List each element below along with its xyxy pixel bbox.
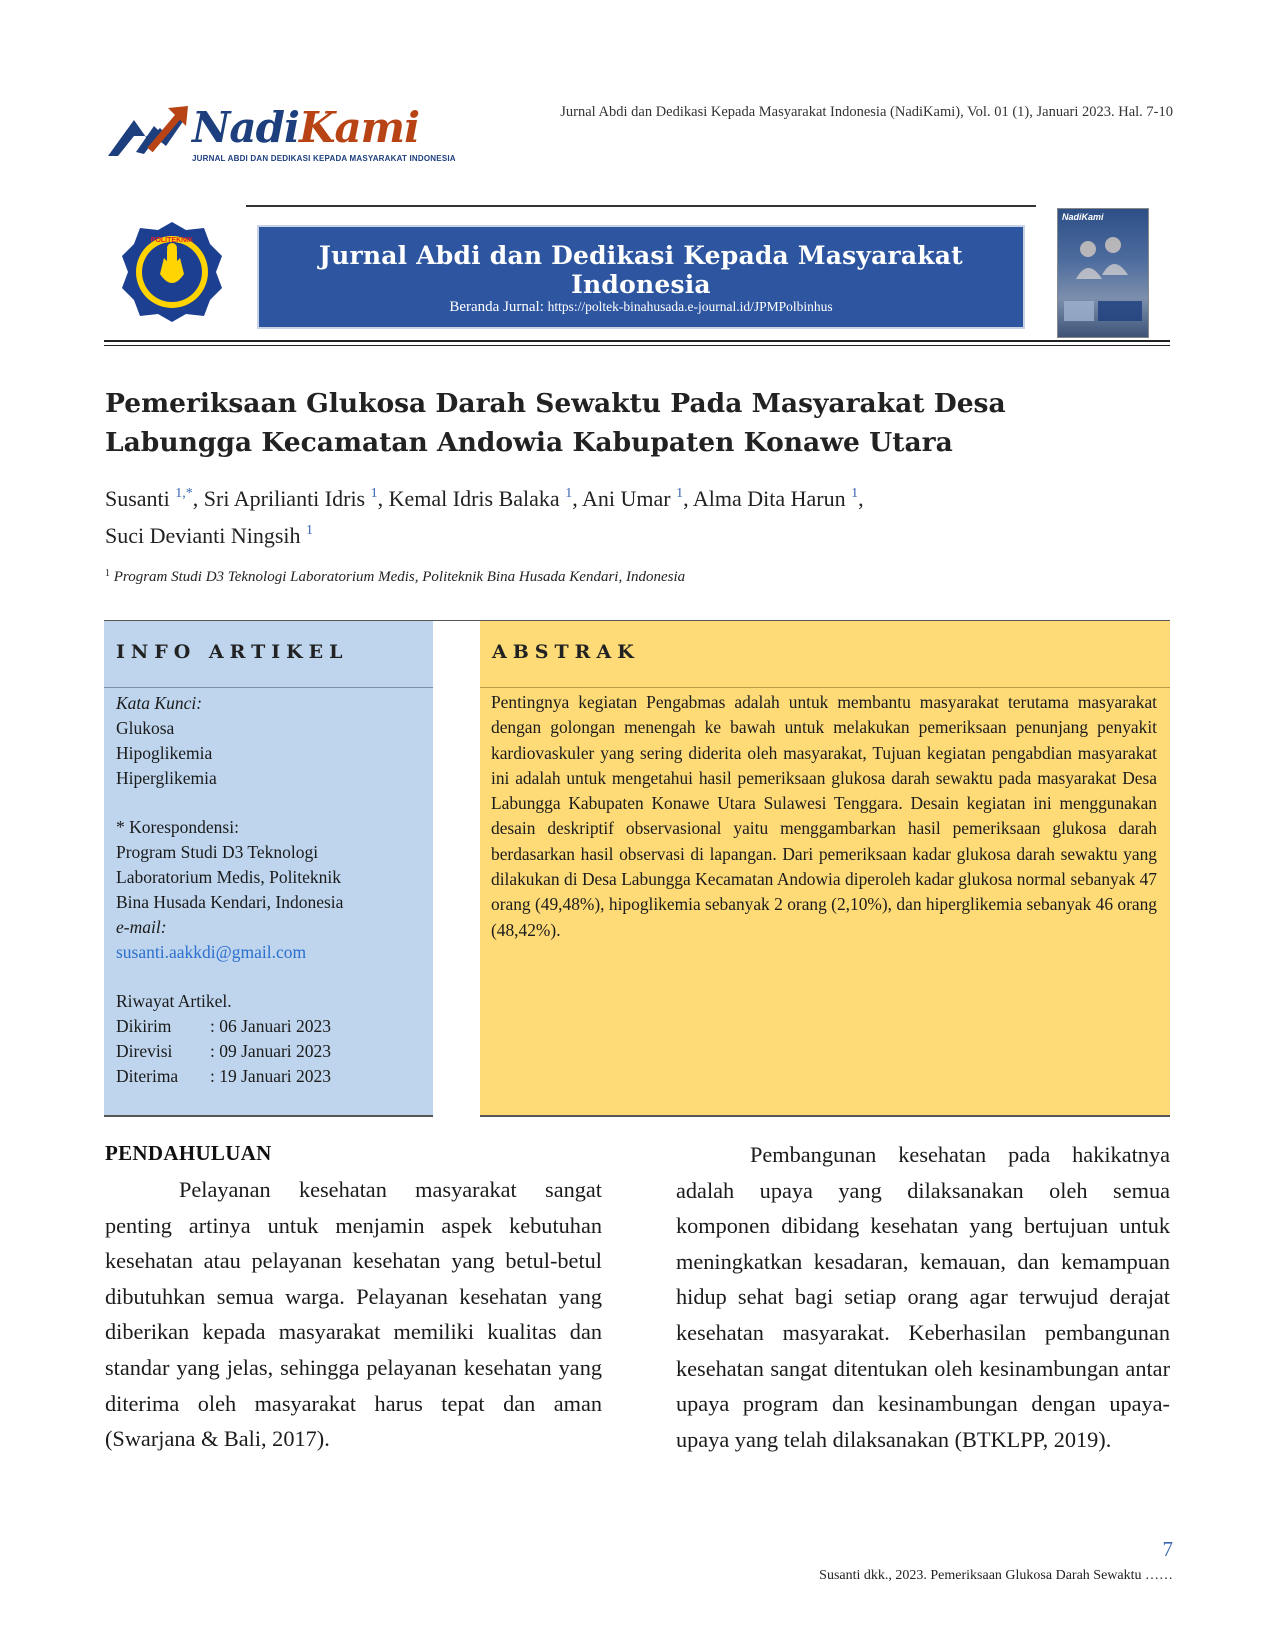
abstract-heading: ABSTRAK	[492, 641, 640, 663]
info-heading-rule	[104, 687, 433, 688]
email-link[interactable]: susanti.aakkdi@gmail.com	[116, 942, 307, 962]
author: Kemal Idris Balaka $^1$,	[388, 486, 582, 511]
logo-arrow-icon	[108, 106, 190, 160]
cover-title: NadiKami	[1062, 212, 1104, 222]
banner-home-label: Beranda Jurnal:	[449, 299, 544, 315]
info-body	[116, 691, 426, 1089]
banner-title: Jurnal Abdi dan Dedikasi Kepada Masyarakat Indonesia	[319, 241, 963, 299]
history-row: Dikirim : 06 Januari 2023	[116, 1016, 332, 1036]
keyword: Glukosa	[116, 718, 175, 738]
author: Sri Aprilianti Idris $^1$,	[203, 486, 389, 511]
seal-top-text: POLITEKNIK	[150, 237, 194, 244]
logo-subtitle: JURNAL ABDI DAN DEDIKASI KEPADA MASYARAKAT INDONESIA	[192, 154, 456, 163]
abstract-text: Pentingnya kegiatan Pengabmas adalah untuk membantu masyarakat terutama masyarakat dengan golongan menengah ke bawah untuk melakukan pemeriksaan penunjang penyakit kardiovaskuler yang sering diderita oleh masyarakat, Tujuan kegiatan pengabdian masyarakat ini adalah untuk mengetahui hasil pemeriksaan glukosa darah sewaktu pada masyarakat Desa Labungga Kabupaten Konawe Utara Sulawesi Tenggara. Desain kegiatan ini menggunakan desain deskriptif observasional yaitu menggambarkan hasil pemeriksaan glukosa darah berdasarkan hasil observasi di lapangan. Dari pemeriksaan kadar glukosa darah sewaktu yang dilakukan di Desa Labungga Kecamatan Andowia diperoleh kadar glukosa normal sebanyak 47 orang (49,48%), hipoglikemia sebanyak 2 orang (2,10%), dan hiperglikemia sebanyak 46 orang (48,42%).	[491, 692, 1157, 940]
body-paragraph-left: Pelayanan kesehatan masyarakat sangat penting artinya untuk menjamin aspek kebutuhan kesehatan atau pelayanan kesehatan yang betul-betul dibutuhkan semua warga. Pelayanan kesehatan yang diberikan kepada masyarakat memiliki kualitas dan standar yang jelas, sehingga pelayanan kesehatan yang diterima oleh masyarakat harus tepat dan aman (Swarjana & Bali, 2017).	[105, 1177, 602, 1452]
article-title: Pemeriksaan Glukosa Darah Sewaktu Pada Masyarakat Desa Labungga Kecamatan Andowia Kabupaten Konawe Utara	[105, 388, 1006, 458]
journal-cover-thumbnail	[1057, 208, 1149, 338]
author: Ani Umar $^1$,	[581, 486, 693, 511]
keyword: Hipoglikemia	[116, 743, 213, 763]
history-row: Diterima : 19 Januari 2023	[116, 1066, 332, 1086]
cover-figures-icon	[1058, 209, 1148, 337]
journal-logo	[108, 103, 456, 168]
info-heading: INFO ARTIKEL	[116, 641, 349, 663]
banner-home-url[interactable]: https://poltek-binahusada.e-journal.id/JPMPolbinhus	[547, 299, 833, 314]
correspondence-label: * Korespondensi:	[116, 817, 239, 837]
correspondence-line: Program Studi D3 Teknologi	[116, 842, 319, 862]
banner-homepage	[259, 299, 1023, 316]
author: Susanti $^{1,*}$,	[105, 486, 204, 511]
keywords-label: Kata Kunci:	[116, 693, 203, 713]
header-double-rule-bottom	[104, 345, 1170, 346]
running-footer: Susanti dkk., 2023. Pemeriksaan Glukosa Darah Sewaktu ……	[819, 1568, 1173, 1583]
institution-seal-icon	[120, 220, 224, 324]
journal-banner	[257, 225, 1025, 329]
correspondence-line: Laboratorium Medis, Politeknik	[116, 867, 342, 887]
author: Alma Dita Harun $^1$,	[692, 486, 864, 511]
history-row: Direvisi : 09 Januari 2023	[116, 1041, 332, 1061]
article-info-box	[104, 621, 433, 1117]
header-double-rule-top	[104, 340, 1170, 342]
logo-name-part2: Kami	[298, 103, 420, 152]
section-heading: PENDAHULUAN	[105, 1141, 272, 1165]
header-top-rule	[246, 205, 1036, 207]
journal-citation: Jurnal Abdi dan Dedikasi Kepada Masyarakat Indonesia (NadiKami), Vol. 01 (1), Januari 2023. Hal. 7-10	[560, 104, 1173, 120]
author-list	[105, 478, 1165, 552]
author: Suci Devianti Ningsih $^1$	[105, 523, 314, 548]
body-paragraph-right: Pembangunan kesehatan pada hakikatnya adalah upaya yang dilaksanakan oleh semua komponen dibidang kesehatan yang bertujuan untuk meningkatkan kesadaran, kemauan, dan kemampuan hidup sehat bagi setiap orang agar terwujud derajat kesehatan masyarakat. Keberhasilan pembangunan kesehatan sangat ditentukan oleh kesinambungan antar upaya program dan kesinambungan dengan upaya-upaya yang telah dilaksanakan (BTKLPP, 2019).	[676, 1142, 1170, 1452]
history-label: Riwayat Artikel.	[116, 991, 232, 1011]
abstract-box	[480, 621, 1170, 1117]
author-affiliation: $^1$ Program Studi D3 Teknologi Laboratorium Medis, Politeknik Bina Husada Kendari, Indonesia	[105, 568, 686, 585]
email-label: e-mail:	[116, 917, 167, 937]
abstract-heading-rule	[480, 687, 1170, 688]
logo-wordmark	[192, 104, 419, 152]
keyword: Hiperglikemia	[116, 768, 217, 788]
logo-name-part1: Nadi	[192, 103, 299, 152]
page-number: 7	[1162, 1537, 1173, 1561]
correspondence-line: Bina Husada Kendari, Indonesia	[116, 892, 344, 912]
